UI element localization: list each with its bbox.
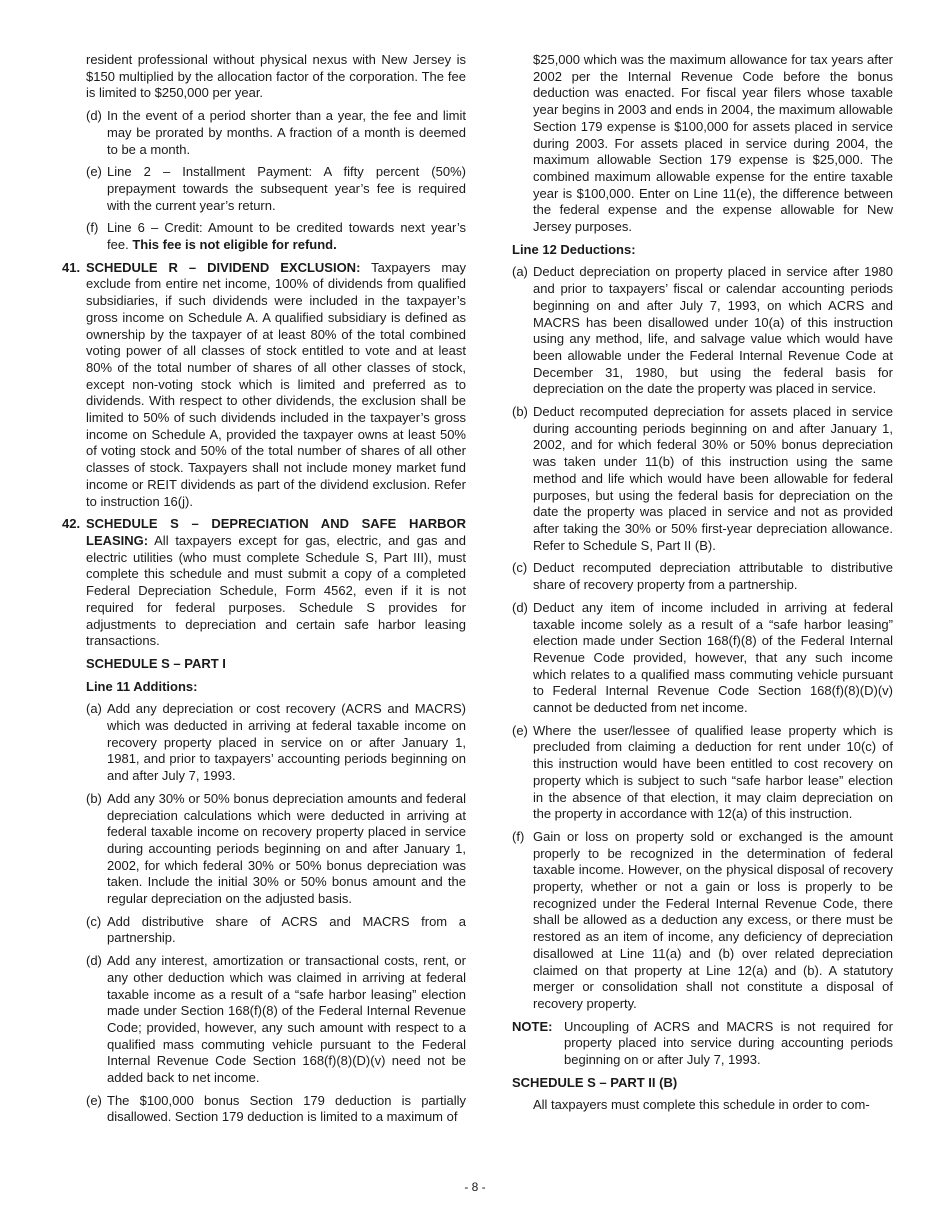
- item-text: [107, 220, 466, 253]
- section-41: [62, 260, 466, 511]
- list-item: [512, 829, 893, 1013]
- list-item: [86, 1093, 466, 1126]
- list-item: [86, 953, 466, 1087]
- item-label: (d): [512, 599, 528, 615]
- item-label: (d): [86, 108, 102, 124]
- list-item: [86, 914, 466, 947]
- item-text-main: Line 6 – Credit: Amount to be credited towards next year’s fee.: [107, 220, 466, 253]
- item-label: (a): [86, 701, 102, 717]
- section-body: [86, 260, 466, 511]
- list-item: [512, 560, 893, 593]
- item-text: Line 2 – Installment Payment: A fifty percent (50%) prepayment towards the subsequent year’s fee is required with the current year’s return.: [107, 164, 466, 213]
- item-text: The $100,000 bonus Section 179 deduction is partially disallowed. Section 179 deduction is limited to a maximum of: [107, 1092, 466, 1125]
- item-text: Add any depreciation or cost recovery (ACRS and MACRS) which was deducted in arriving at federal taxable income on recovery property placed in service on or after January 1, 1981, and prior to taxpayers’ accounting periods beginning on and after July 7, 1993.: [107, 701, 466, 784]
- item-label: (e): [86, 1092, 102, 1108]
- list-item: [86, 108, 466, 158]
- list-item: [86, 220, 466, 253]
- line-11-heading: Line 11 Additions:: [86, 678, 198, 694]
- list-item: [86, 701, 466, 785]
- list-item: [512, 404, 893, 554]
- item-label: (b): [86, 790, 102, 806]
- item-text: Where the user/lessee of qualified lease property which is precluded from claiming a deduction for rent under 10(c) of this instruction would have been entitled to cost recovery on property which is subject to such “safe harbor lease” election in the absence of that election, it may claim depreciation on the property in accordance with 12(a) of this instruction.: [533, 722, 893, 822]
- note: [512, 1019, 893, 1069]
- continued-paragraph: resident professional without physical nexus with New Jersey is $150 multiplied by the allocation factor of the corporation. The fee is limited to $250,000 per year.: [86, 52, 466, 101]
- section-text: All taxpayers except for gas, electric, and gas and electric utilities (who must complete Schedule S, Part III), must complete this schedule and must submit a copy of a completed Federal Depreciation Schedule, Form 4562, even if it is not required for federal purposes. Schedule S provides for adjustments to depreciation and certain safe harbor leasing transactions.: [86, 532, 466, 649]
- list-item: [512, 723, 893, 823]
- item-label: (c): [86, 913, 102, 929]
- right-column: [512, 52, 893, 1114]
- section-42: [62, 516, 466, 650]
- section-number: 41.: [62, 259, 81, 275]
- item-text-bold: This fee is not eligible for refund.: [132, 237, 337, 253]
- note-text: Uncoupling of ACRS and MACRS is not required for property placed into service during accounting periods beginning on or after July 7, 1993.: [564, 1018, 893, 1068]
- item-label: (f): [86, 220, 99, 236]
- page-number: - 8 -: [464, 1180, 486, 1194]
- item-label: (b): [512, 404, 528, 420]
- item-text: In the event of a period shorter than a year, the fee and limit may be prorated by months. A fraction of a month is deemed to be a month.: [107, 108, 466, 157]
- continued-paragraph: $25,000 which was the maximum allowance for tax years after 2002 per the Internal Revenue Code before the bonus deduction was enacted. For fiscal year filers whose taxable year begins in 2003 and ends in 2004, the maximum allowable Section 179 expense is $100,000 for assets placed in service during 2003. For assets placed in service during 2004, the maximum allowable Section 179 expense is $25,000. The combined maximum allowable expense for the entire taxable year is $100,000. Enter on Line 11(e), the difference between the federal expense and the expense allowable for New Jersey purposes.: [533, 52, 893, 235]
- item-text: Add any interest, amortization or transactional costs, rent, or any other deduction which was claimed in arriving at federal taxable income as a result of a “safe harbor leasing” election made under Section 168(f)(8) of the Federal Internal Revenue Code; provided, however, any such amount with respect to a qualified mass commuting vehicle pursuant to the Federal Internal Revenue Code Section 168(f)(8)(D)(v) need not be added back to net income.: [107, 953, 466, 1086]
- fee-items-list: [62, 108, 466, 254]
- section-text: Taxpayers may exclude from entire net income, 100% of dividends from qualified subsidiaries, if such dividends were included in the taxpayer’s gross income on Schedule A. A qualified subsidiary is defined as ownership by the taxpayer of at least 80% of the total combined voting power of all classes of stock entitled to vote and at least 80% of the total number of shares of all other classes of stock, except non-voting stock which is limited and preferred as to dividends. With respect to other dividends, the exclusion shall be limited to 50% of such dividends included in the taxpayer’s gross income on Schedule A, provided the taxpayer owns at least 50% of voting stock and 50% of the total number of shares of all other classes of stock. Taxpayers shall not include money market fund income or REIT dividends as part of the dividend exclusion. Refer to instruction 16(j).: [86, 259, 466, 509]
- list-item: [86, 164, 466, 214]
- line-11-items: [62, 701, 466, 1126]
- section-body: [86, 516, 466, 650]
- list-item: [512, 600, 893, 717]
- list-item: [86, 791, 466, 908]
- item-label: (e): [86, 164, 102, 180]
- part-2b-heading: SCHEDULE S – PART II (B): [512, 1074, 678, 1090]
- list-item: [512, 264, 893, 398]
- item-label: (d): [86, 953, 102, 969]
- note-label: NOTE:: [512, 1018, 553, 1034]
- item-text: Gain or loss on property sold or exchanged is the amount properly to be recognized in the determination of federal taxable income. However, on the physical disposal of recovery property, whether or not a gain or loss is properly to be recognized under the Federal Internal Revenue Code, there shall be allowed as a deduction any excess, or there must be restored as an item of income, any deficiency of depreciation disallowed at Line 11(a) and (b) over related depreciation claimed on that property at Line 12(a) and (b). A statutory merger or consolidation shall not constitute a disposal of recovery property.: [533, 828, 893, 1011]
- item-text: Deduct recomputed depreciation for assets placed in service during accounting periods beginning on and after January 1, 2002, and for which federal 30% or 50% bonus depreciation was taken under 11(b) of this instruction using the same method and life which would have been allowable for federal purposes, but using the federal basis for depreciation on the date the property was placed in service and not as provided after taking the 30% or 50% first-year depreciation allowance. Refer to Schedule S, Part II (B).: [533, 404, 893, 553]
- item-label: (f): [512, 828, 525, 844]
- item-label: (a): [512, 264, 528, 280]
- section-title: SCHEDULE S – DEPRECIATION AND SAFE HARBOR LEASING:: [86, 516, 466, 548]
- section-title: SCHEDULE R – DIVIDEND EXCLUSION:: [86, 259, 361, 275]
- item-text: Add any 30% or 50% bonus depreciation amounts and federal depreciation calculations which were deducted in arriving at federal taxable income on recovery property placed in service during accounting periods beginning on and after January 1, 2002, for which federal 30% or 50% bonus depreciation was taken. Include the initial 30% or 50% bonus amount and the regular depreciation on the adjusted basis.: [107, 790, 466, 907]
- line-12-items: [512, 264, 893, 1012]
- part-2b-text: All taxpayers must complete this schedule in order to com-: [533, 1097, 870, 1113]
- item-text: Add distributive share of ACRS and MACRS from a partnership.: [107, 913, 466, 946]
- item-label: (c): [512, 560, 528, 576]
- left-column: [62, 52, 466, 1126]
- part-1-heading: SCHEDULE S – PART I: [86, 655, 226, 671]
- section-number: 42.: [62, 516, 81, 532]
- item-text: Deduct any item of income included in arriving at federal taxable income solely as a result of a “safe harbor leasing” election made under Section 168(f)(8) of the Federal Internal Revenue Code provided, however, that any such income which relates to a qualified mass commuting vehicle pursuant to Federal Internal Revenue Code Section 168(f)(8)(D)(v) cannot be deducted from net income.: [533, 599, 893, 716]
- item-text: Deduct depreciation on property placed in service after 1980 and prior to taxpayers’ fiscal or calendar accounting periods beginning on and after July 7, 1993, on which ACRS and MACRS has been disallowed under 10(a) of this instruction using any method, life, and salvage value which would have been allowable under the Federal Internal Revenue Code at December 31, 1980, but using the federal basis for depreciation on the date the property was placed in service.: [533, 264, 893, 397]
- item-text: Deduct recomputed depreciation attributable to distributive share of recovery property from a partnership.: [533, 560, 893, 593]
- item-label: (e): [512, 722, 528, 738]
- line-12-heading: Line 12 Deductions:: [512, 241, 636, 257]
